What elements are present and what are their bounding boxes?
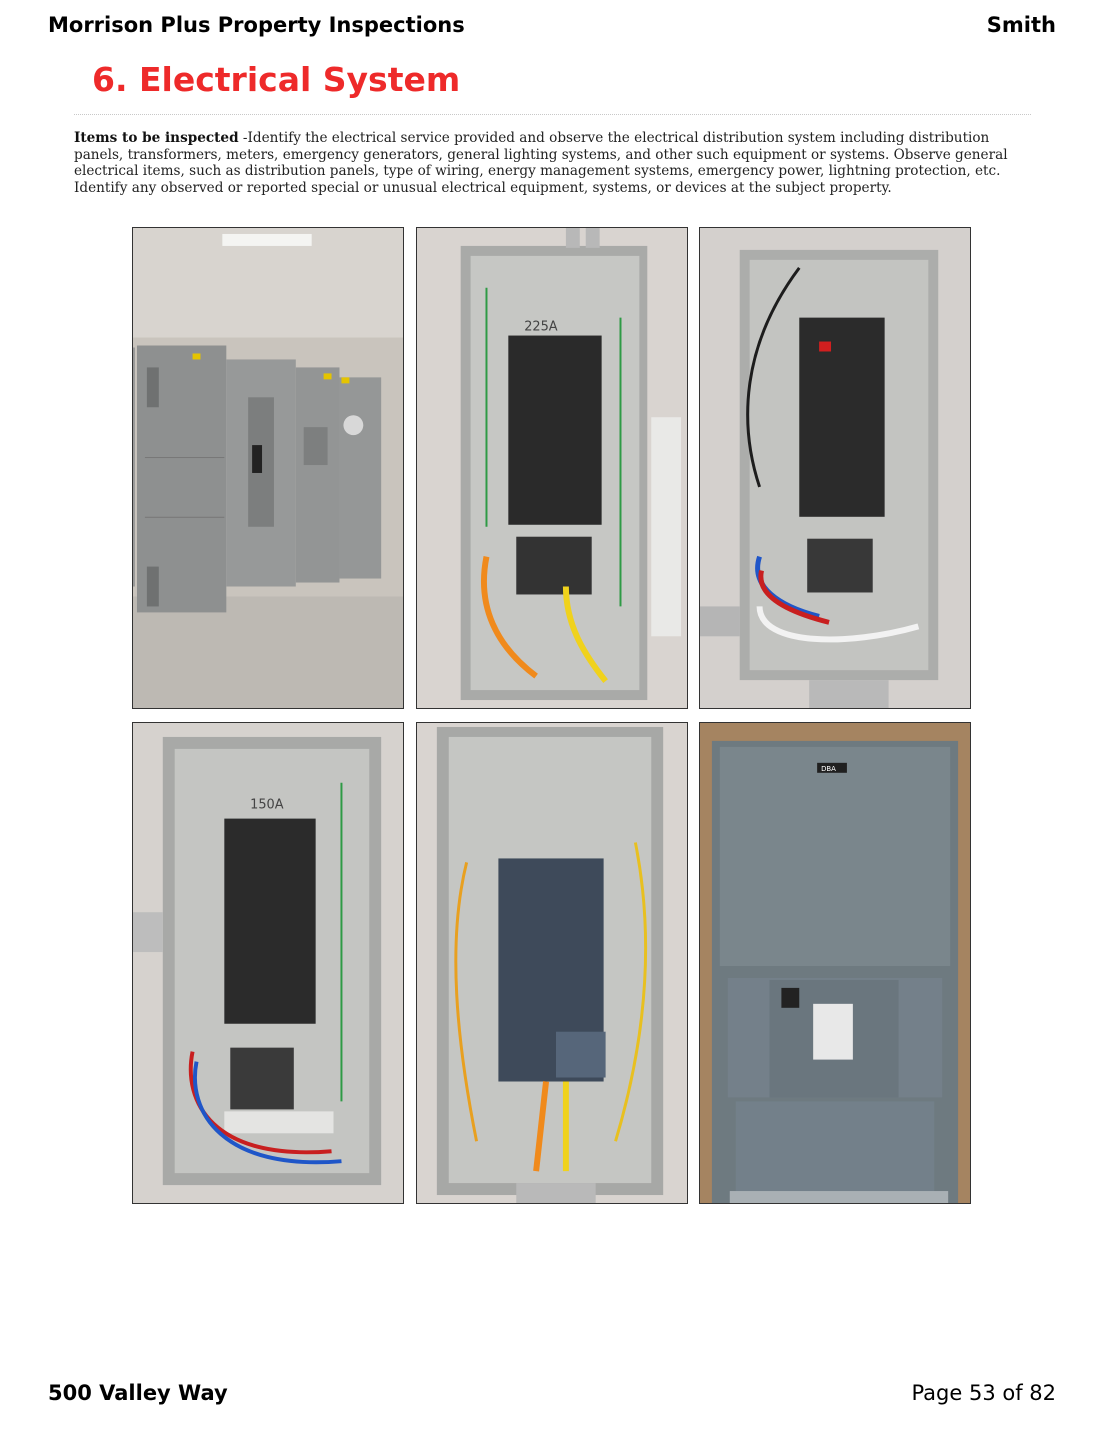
photo-panel-150a [132,722,404,1204]
intro-body: -Identify the electrical service provided and observe the electrical distribution system including distribution panels, transformers, meters, emergency generators, general lighting systems, and other such equipment or systems. Observe general electrical items, such as distribution panels, type of wiring, energy management systems, emergency power, lightning protection, etc. Identify any observed or reported special or unusual electrical equipment, systems, or devices at the subject property. [74,130,1008,197]
section-divider [74,114,1031,115]
intro-lead: Items to be inspected [74,130,239,146]
photo-panel-label: DBA [821,764,836,773]
header-client: Smith [986,13,1056,37]
header-company: Morrison Plus Property Inspections [48,13,465,37]
footer-address: 500 Valley Way [48,1381,228,1405]
photo-panel-label: 225A [524,319,558,335]
footer-page-number: Page 53 of 82 [911,1381,1056,1405]
photo-switchgear [132,227,404,709]
photo-panel-main-breaker [699,227,971,709]
photo-panel-enclosure [699,722,971,1204]
section-title: 6. Electrical System [92,60,461,99]
photo-panel-wiring [416,722,688,1204]
photo-panel-label: 150A [250,797,284,813]
intro-paragraph [74,130,1034,197]
photo-panel-225a [416,227,688,709]
